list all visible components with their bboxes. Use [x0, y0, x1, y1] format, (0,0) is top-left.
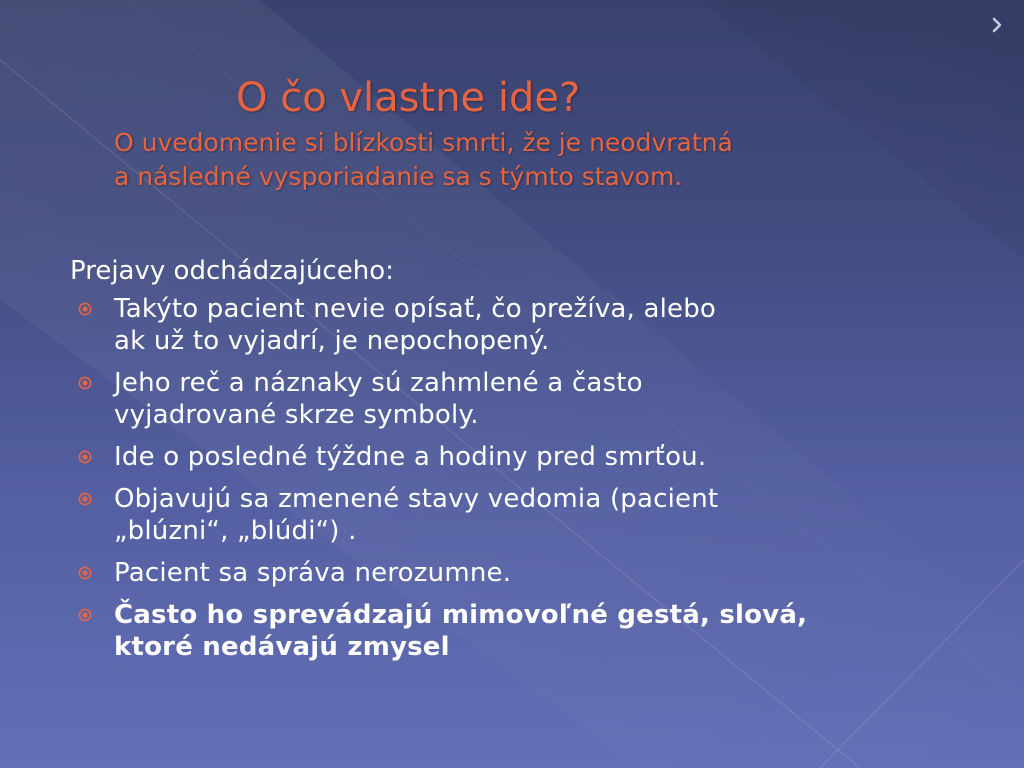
circle-dot-icon — [78, 608, 92, 622]
bullet-line: Pacient sa správa nerozumne. — [114, 558, 512, 588]
bullet-item — [70, 441, 970, 473]
circle-dot-icon — [78, 302, 92, 316]
bullet-item — [70, 557, 970, 589]
bullet-line: Objavujú sa zmenené stavy vedomia (pacient — [114, 484, 719, 514]
background-facet — [700, 0, 1024, 260]
slide-subtitle — [114, 126, 733, 194]
slide-body — [70, 255, 970, 673]
circle-dot-icon — [78, 376, 92, 390]
bullet-line: ak už to vyjadrí, je nepochopený. — [114, 326, 550, 356]
circle-dot-icon — [78, 450, 92, 464]
subtitle-line: O uvedomenie si blízkosti smrti, že je neodvratná — [114, 128, 733, 157]
bullet-item — [70, 367, 970, 431]
bullet-line: Takýto pacient nevie opísať, čo prežíva, alebo — [114, 294, 717, 324]
intro-text: Prejavy odchádzajúceho: — [70, 256, 394, 286]
bullet-item-emphasis — [70, 599, 970, 663]
bullet-line: Jeho reč a náznaky sú zahmlené a často — [114, 368, 643, 398]
circle-dot-icon — [78, 492, 92, 506]
bullet-line: ktoré nedávajú zmysel — [114, 632, 450, 662]
bullet-line: Často ho sprevádzajú mimovoľné gestá, slová, — [114, 600, 808, 630]
subtitle-line: a následné vysporiadanie sa s týmto stavom. — [114, 162, 683, 191]
bullet-item — [70, 293, 970, 357]
slide-title: O čo vlastne ide? — [236, 75, 581, 121]
circle-dot-icon — [78, 566, 92, 580]
bullet-line: Ide o posledné týždne a hodiny pred smrťou. — [114, 442, 707, 472]
bullet-item — [70, 483, 970, 547]
bullet-line: „blúzni“, „blúdi“) . — [114, 516, 357, 546]
bullet-line: vyjadrované skrze symboly. — [114, 400, 479, 430]
bullet-list — [70, 293, 970, 663]
